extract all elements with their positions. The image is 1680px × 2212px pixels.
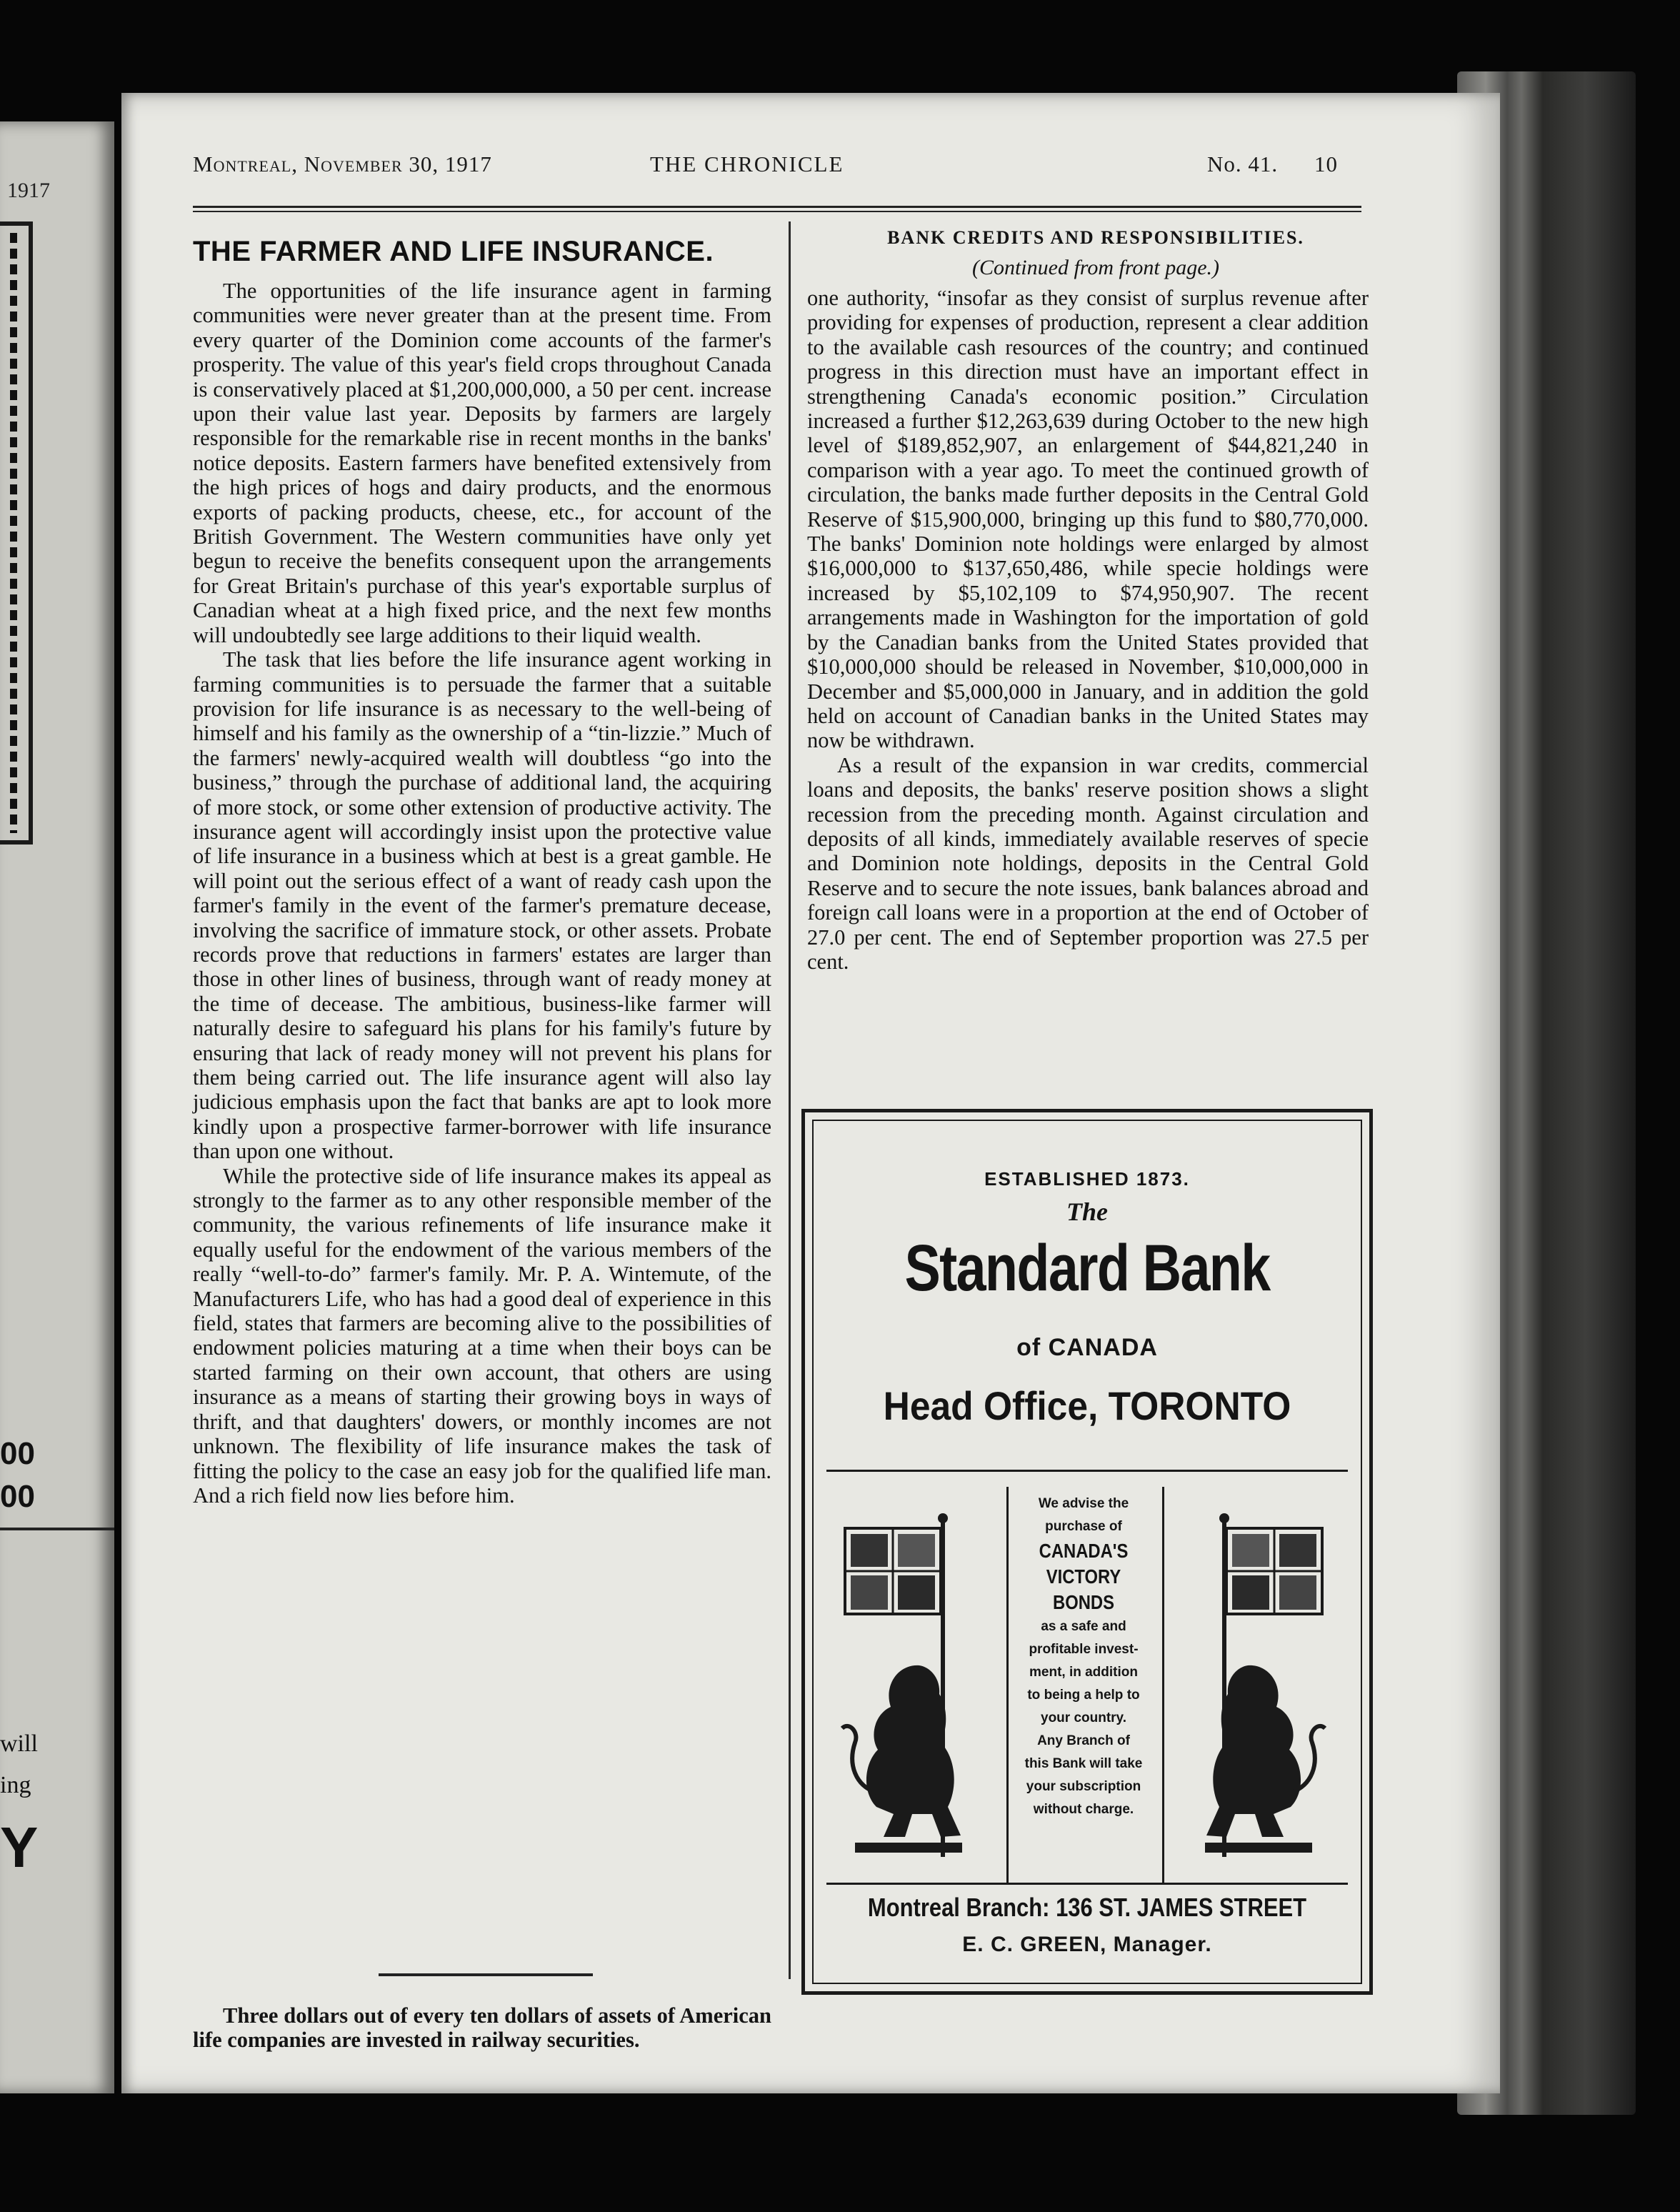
previous-page-ornamental-border [0,221,33,845]
article-paragraph: one authority, “insofar as they consist of surplus revenue after providing for expenses of production, represent a clear addition to the available cash resources of the country; and continued progress in this direction must have an important effect in strengthening Canada's economic position.” Circulation increased a further $12,263,639 during October to the new high level of $189,852,907, an enlargement of $44,821,240 in comparison with a year ago. To meet the continued growth of circulation, the banks made further deposits in the Central Gold Reserve of $15,900,000, bringing up this fund to $80,770,000. The banks' Dominion note holdings were enlarged by almost $16,000,000 to $137,650,486, while specie holdings were increased by $5,102,109 to $74,950,907. The recent arrangements made in Washington for the importation of gold by the Canadian banks from the United States provided that $10,000,000 should be released in November, $10,000,000 in December and $5,000,000 in January, and in addition the gold held on account of Canadian banks in the United States may now be withdrawn. [807,286,1369,753]
header-publication: THE CHRONICLE [650,151,844,176]
column-rule [789,221,791,1979]
article-paragraph: The task that lies before the life insurance agent working in farming communities is to persuade the farmer that a suitable provision for life insurance is as necessary to the well-being of himself and his family as the ownership of a “tin-lizzie.” Much of the farmers' newly-acquired wealth will doubtless “go into the business,” through the purchase of additional land, the acquiring of more stock, or some other extension of productive activity. The insurance agent will accordingly insist upon the protective value of life insurance in a business which at best is a great gamble. He will point out the serious effect of a want of ready cash upon the farmer's family in the event of the farmer's premature decease, involving the sacrifice of immature stock, or other assets. Probate records prove that reductions in farmers' estates are larger than those in other lines of business, through want of ready money at the time of decease. The ambitious, business-like farmer will naturally desire to safeguard his plans for his family's future by ensuring that lack of ready money will not prevent his plans for them being carried out. The life insurance agent will also lay judicious emphasis upon the fact that banks are apt to look more kindly upon a prospective farmer-borrower with life insurance than upon one without. [193,647,771,1164]
ad-rule [1162,1487,1164,1883]
header-issue: No. 41. [1207,151,1279,176]
ad-center-line: CANADA'S [1039,1540,1129,1562]
previous-page-fragment: will [0,1730,38,1757]
left-article-body [193,279,771,1508]
previous-page-edge [0,121,114,2093]
header-rule [193,211,1361,212]
ad-center-line: your country. [1041,1710,1126,1725]
ad-center-line: to being a help to [1027,1688,1140,1703]
left-note [193,2003,771,2053]
header-rule [193,206,1361,208]
ad-center-line: We advise the [1038,1496,1129,1511]
note-text: Three dollars out of every ten dollars of assets of American life companies are invested in railway securities. [193,2003,771,2053]
right-article-title: BANK CREDITS AND RESPONSIBILITIES. [887,227,1304,248]
ad-center-line: your subscription [1026,1779,1141,1794]
ad-the: The [1066,1197,1108,1226]
ad-head-office: Head Office, TORONTO [883,1383,1291,1428]
ad-bank-name: Standard Bank [904,1232,1270,1305]
ad-of-canada: of CANADA [1016,1334,1158,1361]
article-paragraph: The opportunities of the life insurance agent in farming communities were never greater than at the present time. From every quarter of the Dominion come accounts of the farmer's prosperity. The value of this year's field crops throughout Canada is conservatively placed at $1,200,000,000, a 50 per cent. increase upon their value last year. Deposits by farmers are largely responsible for the remarkable rise in recent months in the banks' notice deposits. Eastern farmers have benefited extensively from the high prices of hogs and dairy products, and the enormous exports of packing products, cheese, etc., for account of the British Government. The Western communities have only yet begun to receive the benefits consequent upon the arrangements for Great Britain's purchase of this year's exportable surplus of Canadian wheat at a high fixed price, and the next few months will undoubtedly see large additions to their liquid wealth. [193,279,771,647]
article-paragraph: While the protective side of life insurance makes its appeal as strongly to the farmer as to any other responsible member of the community, the various refinements of life insurance make it equally useful for the endowment of the various members of the really “well-to-do” farmer's family. Mr. P. A. Wintemute, of the Manufacturers Life, who has had a good deal of experience in this field, states that farmers are becoming alive to the possibilities of endowment policies maturing at a time when their boys can be started farming on their own account, that others are using insurance as a means of starting their growing boys in ways of thrift, and that daughters' dowers, or monthly incomes are not unknown. The flexibility of life insurance makes the task of fitting the policy to the case an easy job for the qualified life man. And a rich field now lies before him. [193,1163,771,1508]
article-divider [379,1973,593,1976]
ad-rule [826,1470,1348,1472]
previous-page-fragment: 00 [0,1479,35,1514]
ad-rule [1006,1487,1009,1883]
ad-center-line: ment, in addition [1029,1665,1138,1680]
previous-page-fragment: Y [0,1815,39,1879]
ad-center-line: BONDS [1053,1591,1114,1613]
ad-center-line: Any Branch of [1037,1733,1130,1748]
previous-page-rule [0,1528,114,1530]
ad-montreal-branch: Montreal Branch: 136 ST. JAMES STREET [867,1893,1307,1922]
previous-page-fragment: 00 [0,1436,35,1471]
previous-page-year: 1917 [7,179,50,202]
article-paragraph: As a result of the expansion in war credits, commercial loans and deposits, the banks' reserve position shows a slight recession from the preceding month. Against circulation and deposits of all kinds, immediately available reserves of specie and Dominion note holdings, deposits in the Central Gold Reserve and to secure the note issues, bank balances abroad and foreign call loans were in a proportion at the end of October of 27.0 per cent. The end of September proportion was 27.5 per cent. [807,752,1369,974]
left-article-title: THE FARMER AND LIFE INSURANCE. [193,236,714,267]
ad-center-line: VICTORY [1046,1565,1121,1588]
ad-center-line: as a safe and [1041,1619,1126,1634]
header-place-date: Montreal, November 30, 1917 [193,151,492,176]
standard-bank-advertisement [801,1109,1373,1995]
right-article-continued: (Continued from front page.) [971,256,1220,279]
newspaper-page [121,93,1500,2093]
ad-established: ESTABLISHED 1873. [984,1168,1190,1190]
ad-manager: E. C. GREEN, Manager. [962,1933,1212,1956]
ad-center-line: profitable invest- [1029,1642,1139,1657]
ad-center-line: purchase of [1045,1519,1122,1534]
previous-page-fragment: ing [0,1772,31,1798]
ad-rule [826,1883,1348,1885]
ad-center-line: without charge. [1033,1802,1134,1817]
ad-victory-bonds-text [1014,1493,1154,1821]
royal-lion-flag-icon [834,1507,976,1864]
ad-center-line: this Bank will take [1024,1756,1143,1771]
royal-lion-flag-icon [1191,1507,1334,1864]
header-page-number: 10 [1314,151,1338,176]
right-article-body [807,286,1369,974]
